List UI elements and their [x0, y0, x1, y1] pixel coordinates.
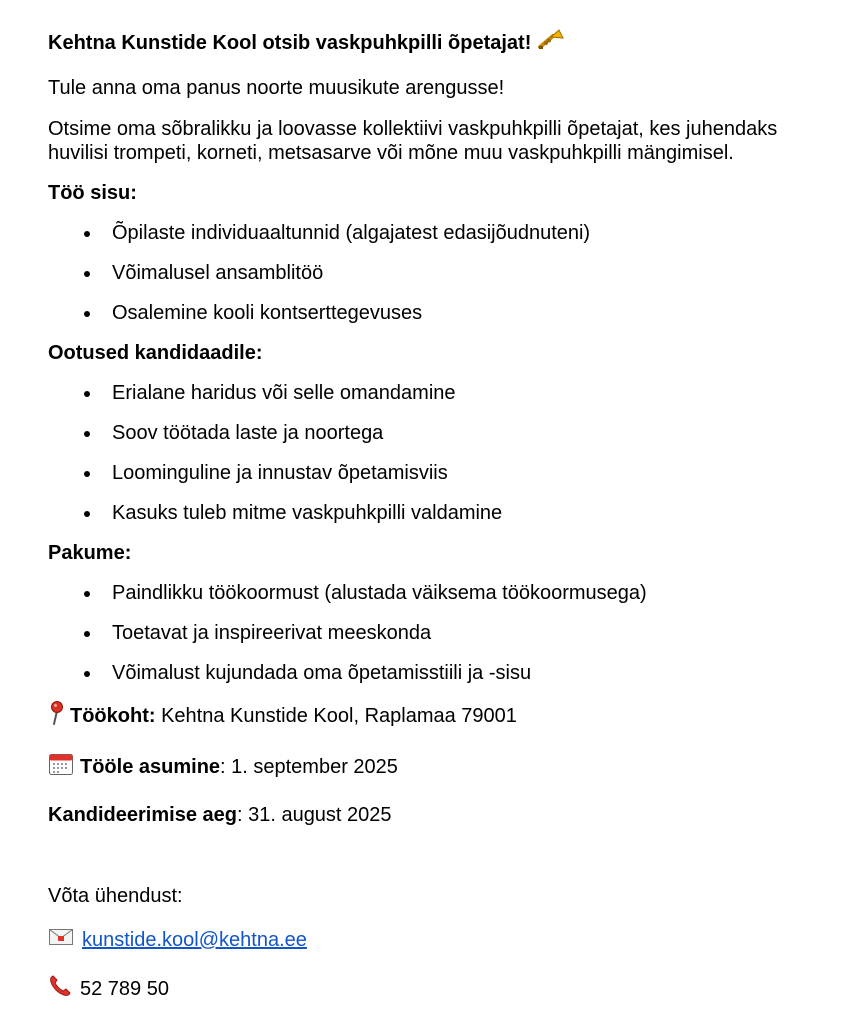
- work-heading: Töö sisu:: [48, 182, 137, 204]
- location-line: [48, 701, 859, 731]
- title-text: Kehtna Kunstide Kool otsib vaskpuhkpilli õpetajat!: [48, 32, 532, 54]
- location-label: Töökoht:: [70, 705, 156, 727]
- list-item: Erialane haridus või selle omandamine: [48, 381, 859, 405]
- deadline-label: Kandideerimise aeg: [48, 804, 237, 826]
- bullet-icon: [84, 471, 90, 477]
- phone-icon: [48, 974, 72, 1004]
- bullet-icon: [84, 311, 90, 317]
- list-item: Kasuks tuleb mitme vaskpuhkpilli valdamine: [48, 501, 859, 525]
- contact-title: Võta ühendust:: [48, 885, 183, 907]
- bullet-icon: [84, 631, 90, 637]
- list-item: Loominguline ja innustav õpetamisviis: [48, 461, 859, 485]
- bullet-icon: [84, 671, 90, 677]
- offer-heading: Pakume:: [48, 542, 132, 564]
- list-item: Soov töötada laste ja noortega: [48, 421, 859, 445]
- page-title: [48, 28, 859, 58]
- offer-list: [48, 581, 859, 685]
- bullet-icon: [84, 591, 90, 597]
- work-list: [48, 221, 859, 325]
- list-item: Osalemine kooli kontserttegevuses: [48, 301, 859, 325]
- start-date-value: : 1. september 2025: [220, 756, 398, 778]
- phone-line: [48, 974, 859, 1004]
- email-link[interactable]: kunstide.kool@kehtna.ee: [82, 929, 307, 951]
- location-value: Kehtna Kunstide Kool, Raplamaa 79001: [155, 705, 517, 727]
- list-item: Õpilaste individuaaltunnid (algajatest edasijõudnuteni): [48, 221, 859, 245]
- expectations-list: [48, 381, 859, 525]
- start-date-line: [48, 752, 859, 782]
- list-item: Võimalust kujundada oma õpetamisstiili ja -sisu: [48, 661, 859, 685]
- bullet-icon: [84, 511, 90, 517]
- spacer: [48, 848, 859, 884]
- trumpet-icon: [537, 28, 565, 58]
- list-item: Paindlikku töökoormust (alustada väiksema töökoormusega): [48, 581, 859, 605]
- bullet-icon: [84, 431, 90, 437]
- description-text: Otsime oma sõbralikku ja loovasse kollektiivi vaskpuhkpilli õpetajat, kes juhendaks huvilisi trompeti, korneti, metsasarve või mõne muu vaskpuhkpilli mängimisel.: [48, 118, 778, 164]
- intro-text: Tule anna oma panus noorte muusikute arengusse!: [48, 77, 505, 99]
- expectations-heading: Ootused kandidaadile:: [48, 342, 263, 364]
- deadline-line: [48, 803, 859, 827]
- phone-number: 52 789 50: [80, 978, 169, 1000]
- bullet-icon: [84, 231, 90, 237]
- email-line: [48, 927, 859, 953]
- pushpin-icon: [48, 701, 66, 731]
- list-item: Võimalusel ansamblitöö: [48, 261, 859, 285]
- start-date-label: Tööle asumine: [80, 756, 221, 778]
- list-item: Toetavat ja inspireerivat meeskonda: [48, 621, 859, 645]
- bullet-icon: [84, 391, 90, 397]
- bullet-icon: [84, 271, 90, 277]
- calendar-icon: [48, 752, 74, 782]
- deadline-value: : 31. august 2025: [236, 804, 392, 826]
- envelope-icon: [48, 927, 74, 953]
